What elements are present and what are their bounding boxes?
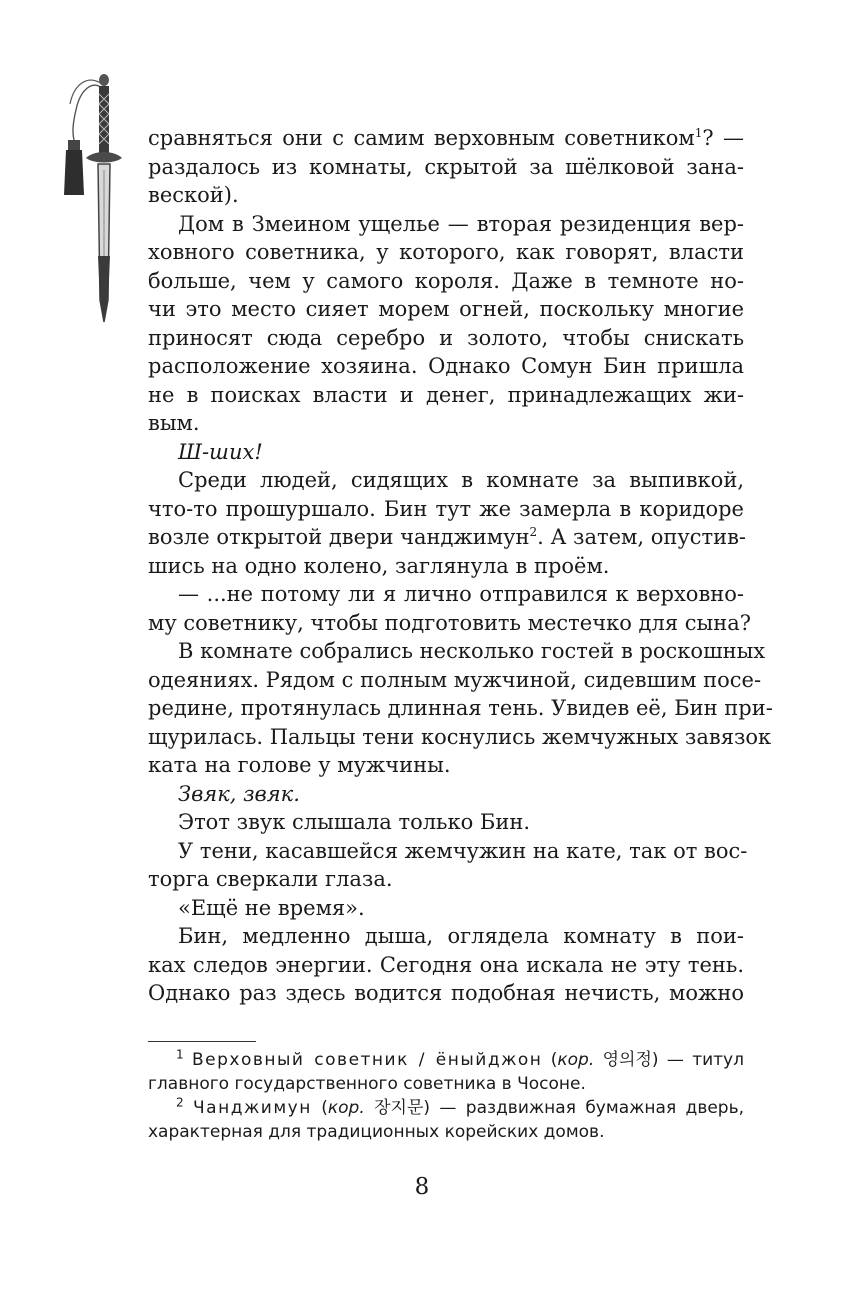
footnote-ref: 1 xyxy=(694,126,703,140)
text-line: Бин, медленно дыша, оглядела комнату в пои- xyxy=(178,924,744,948)
text-line: «Ещё не время». xyxy=(178,895,365,920)
text-line: му советнику, чтобы подготовить местечко для сына? xyxy=(148,610,752,635)
footnote-continuation: характерная для традиционных корейских домов. xyxy=(148,1122,605,1142)
footnote: $^1$ Верховный советник / ёныйджон (кор. 영의정) — титул xyxy=(176,1047,744,1070)
text-line: возле открытой двери чанджимун$^2$. А затем, опустив- xyxy=(148,525,747,549)
text-line: не в поисках власти и денег, принадлежащих жи- xyxy=(148,382,744,407)
text-line: редине, протянулась длинная тень. Увидев её, Бин при- xyxy=(148,696,773,720)
text-line: одеяниях. Рядом с полным мужчиной, сидевшим посе- xyxy=(148,667,762,692)
text-line: Дом в Змеином ущелье — вторая резиденция вер- xyxy=(178,211,744,236)
text-line: Среди людей, сидящих в комнате за выпивкой, xyxy=(178,468,744,492)
text-line: Этот звук слышала только Бин. xyxy=(178,810,531,834)
text-line: больше, чем у самого короля. Даже в темноте но- xyxy=(148,268,744,293)
main-text xyxy=(148,124,773,1008)
text-line: приносят сюда серебро и золото, чтобы снискать xyxy=(148,325,744,350)
text-line: ката на голове у мужчины. xyxy=(148,753,451,777)
text-line: торга сверкали глаза. xyxy=(148,867,393,891)
text-line: В комнате собрались несколько гостей в роскошных xyxy=(178,639,766,663)
text-line: чи это место сияет морем огней, поскольку многие xyxy=(148,297,744,321)
text-line: вым. xyxy=(148,411,200,435)
text-line: щурилась. Пальцы тени коснулись жемчужных завязок xyxy=(148,724,772,749)
footnote-continuation: главного государственного советника в Чосоне. xyxy=(148,1074,586,1094)
text-line: раздалось из комнаты, скрытой за шёлковой зана- xyxy=(148,154,744,179)
text-line: веской). xyxy=(148,183,239,207)
text-line: расположение хозяина. Однако Сомун Бин пришла xyxy=(148,354,744,378)
footnote-divider xyxy=(148,1041,256,1042)
text-line: Однако раз здесь водится подобная нечисть, можно xyxy=(148,981,744,1005)
footnotes xyxy=(148,1048,744,1144)
text-line: шись на одно колено, заглянула в проём. xyxy=(148,553,610,578)
page-number: 8 xyxy=(414,1174,430,1200)
text-line: Звяк, звяк. xyxy=(178,781,300,806)
sword-icon xyxy=(58,60,138,330)
text-line: — ...не потому ли я лично отправился к верховно- xyxy=(178,582,744,606)
text-line: сравняться они с самим верховным советником$^1$? — xyxy=(148,126,744,150)
footnote: $^2$ Чанджимун (кор. 장지문) — раздвижная бумажная дверь, xyxy=(176,1095,745,1118)
footnote-ref: 2 xyxy=(529,525,538,539)
text-line: ховного советника, у которого, как говорят, власти xyxy=(148,240,744,264)
text-line: что-то прошуршало. Бин тут же замерла в коридоре xyxy=(148,496,744,521)
text-line: ках следов энергии. Сегодня она искала не эту тень. xyxy=(148,952,744,977)
text-line: Ш-ших! xyxy=(178,439,263,464)
text-line: У тени, касавшейся жемчужин на кате, так от вос- xyxy=(178,838,748,863)
